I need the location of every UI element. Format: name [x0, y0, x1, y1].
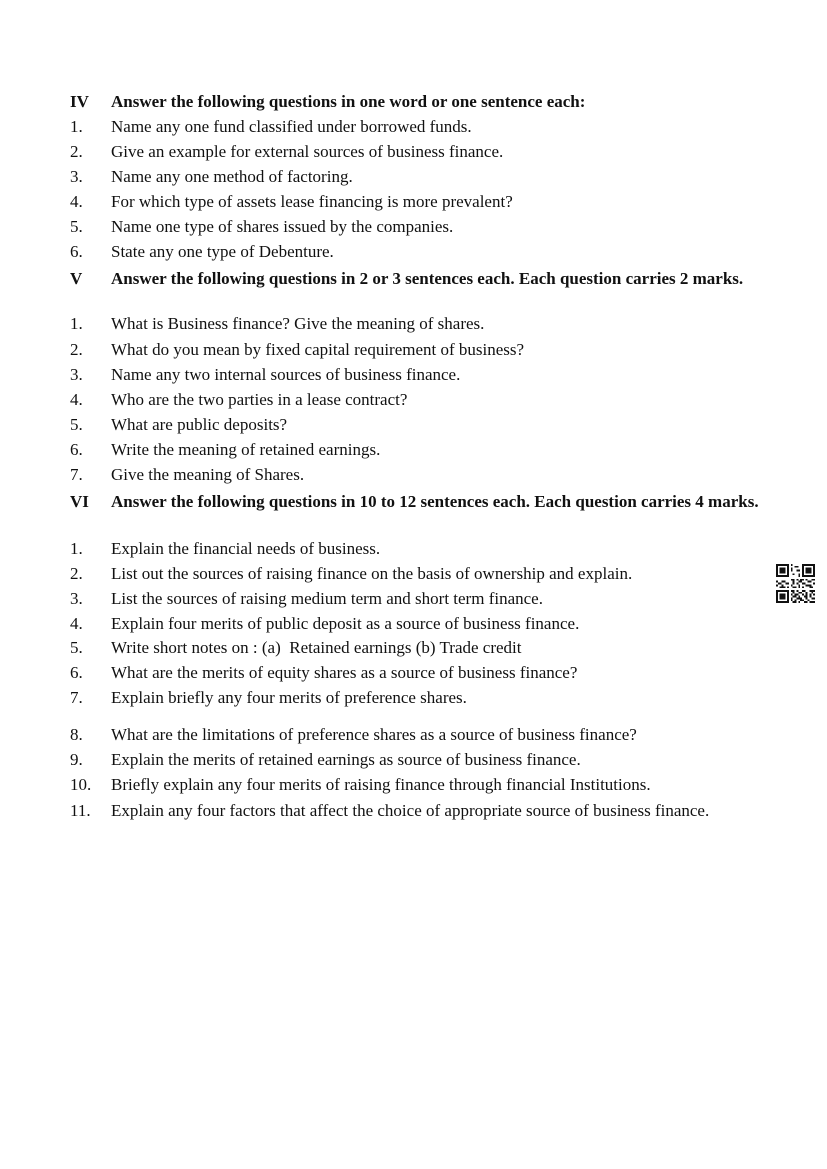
list-item [70, 141, 762, 163]
question-text: Explain the financial needs of business. [111, 539, 381, 558]
list-item [70, 389, 762, 411]
question-text: Name any two internal sources of business finance. [111, 365, 461, 384]
list-item [70, 538, 762, 560]
list-item [70, 313, 762, 335]
question-number: 6. [70, 242, 83, 261]
question-number: 1. [70, 539, 83, 558]
list-item [70, 613, 762, 635]
question-text: Briefly explain any four merits of raising finance through financial Institutions. [111, 775, 651, 794]
question-number: 1. [70, 314, 83, 333]
question-number: 4. [70, 192, 83, 211]
question-text: State any one type of Debenture. [111, 242, 334, 261]
qr-code-icon [776, 564, 815, 603]
question-text: Give the meaning of Shares. [111, 465, 305, 484]
question-text: Name one type of shares issued by the companies. [111, 217, 454, 236]
list-item [70, 339, 762, 361]
question-text: Explain any four factors that affect the choice of appropriate source of business finance. [111, 801, 710, 820]
question-number: 3. [70, 589, 83, 608]
question-number: 6. [70, 440, 83, 459]
list-item [70, 774, 762, 796]
question-number: 7. [70, 465, 83, 484]
question-text: What do you mean by fixed capital requirement of business? [111, 340, 525, 359]
list-item [70, 800, 762, 822]
question-number: 5. [70, 415, 83, 434]
section-label: VI [70, 492, 89, 511]
section-label: V [70, 269, 83, 288]
section-iv-heading [70, 91, 762, 113]
question-text: What are the limitations of preference shares as a source of business finance? [111, 725, 637, 744]
question-text: Write short notes on : (a) Retained earnings (b) Trade credit [111, 638, 522, 657]
list-item [70, 116, 762, 138]
question-text: Explain four merits of public deposit as a source of business finance. [111, 614, 580, 633]
list-item [70, 749, 762, 771]
list-item [70, 563, 762, 585]
question-text: List out the sources of raising finance on the basis of ownership and explain. [111, 564, 633, 583]
list-item [70, 364, 762, 386]
question-text: Who are the two parties in a lease contract? [111, 390, 408, 409]
question-text: For which type of assets lease financing is more prevalent? [111, 192, 513, 211]
question-number: 10. [70, 775, 92, 794]
question-number: 2. [70, 340, 83, 359]
section-label: IV [70, 92, 89, 111]
question-number: 9. [70, 750, 83, 769]
list-item [70, 687, 762, 709]
list-item [70, 216, 762, 238]
question-number: 3. [70, 365, 83, 384]
question-text: List the sources of raising medium term and short term finance. [111, 589, 543, 608]
question-number: 6. [70, 663, 83, 682]
question-number: 8. [70, 725, 83, 744]
question-number: 4. [70, 614, 83, 633]
question-number: 2. [70, 142, 83, 161]
section-heading-text: Answer the following questions in 10 to 12 sentences each. Each question carries 4 marks. [111, 492, 759, 511]
list-item [70, 637, 762, 659]
question-number: 3. [70, 167, 83, 186]
question-text: Name any one fund classified under borrowed funds. [111, 117, 472, 136]
question-text: Give an example for external sources of business finance. [111, 142, 504, 161]
list-item [70, 241, 762, 263]
section-heading-text: Answer the following questions in one word or one sentence each: [111, 92, 586, 111]
section-heading-text: Answer the following questions in 2 or 3 sentences each. Each question carries 2 marks. [111, 269, 744, 288]
question-text: What are public deposits? [111, 415, 288, 434]
list-item [70, 166, 762, 188]
question-number: 5. [70, 638, 83, 657]
list-item [70, 414, 762, 436]
section-v-heading [70, 268, 762, 290]
list-item [70, 662, 762, 684]
question-number: 1. [70, 117, 83, 136]
question-number: 2. [70, 564, 83, 583]
list-item [70, 439, 762, 461]
question-text: What is Business finance? Give the meaning of shares. [111, 314, 485, 333]
section-vi-heading [70, 491, 762, 513]
question-text: Explain briefly any four merits of preference shares. [111, 688, 467, 707]
question-text: What are the merits of equity shares as a source of business finance? [111, 663, 578, 682]
list-item [70, 464, 762, 486]
question-number: 7. [70, 688, 83, 707]
question-text: Name any one method of factoring. [111, 167, 353, 186]
list-item [70, 588, 762, 610]
question-number: 5. [70, 217, 83, 236]
question-text: Explain the merits of retained earnings as source of business finance. [111, 750, 581, 769]
question-number: 11. [70, 801, 91, 820]
question-text: Write the meaning of retained earnings. [111, 440, 381, 459]
list-item [70, 191, 762, 213]
list-item [70, 724, 762, 746]
question-number: 4. [70, 390, 83, 409]
